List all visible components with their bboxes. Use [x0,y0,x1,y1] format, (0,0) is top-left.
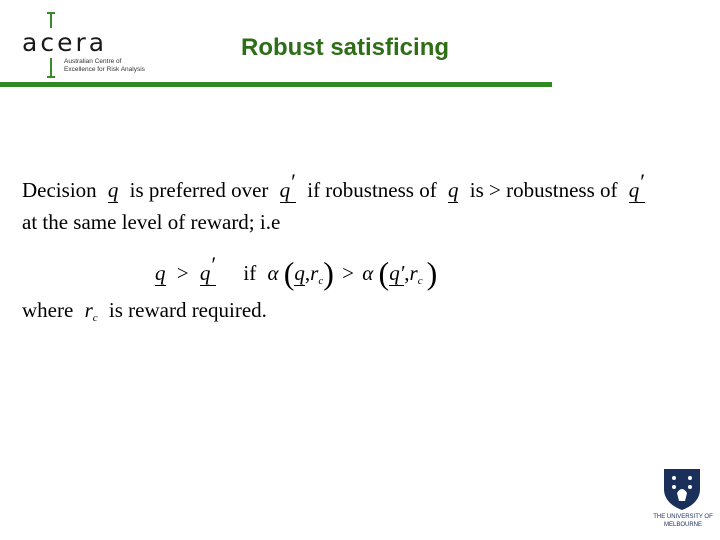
university-crest [652,465,714,537]
line1-word-decision: Decision [22,178,97,202]
formula-r-arg-2: $r_c$ [409,261,423,287]
body-line-4 [22,300,267,324]
formula-q-right: q′ [199,252,217,285]
logo-bar-top-cap [47,12,55,14]
body-line-2: at the same level of reward; i.e [22,210,281,234]
crest-caption-line-1: THE UNIVERSITY OF [653,514,713,520]
logo-tagline-line-2: Excellence for Risk Analysis [64,66,145,73]
formula-alpha-1: α [267,261,279,285]
formula-q-arg: q [294,261,305,285]
preference-formula [155,254,437,289]
formula-comma-1: , [304,261,311,285]
logo-bar-bottom [50,58,52,78]
decision-var-q-2: q [447,178,459,202]
logo-bar-bottom-cap [47,76,55,78]
decision-var-q-prime-2: q′ [628,169,646,202]
formula-r-arg-1: $r_c$ [310,261,324,287]
formula-if: if [243,261,257,285]
decision-var-q: q [107,178,119,202]
line1-text-robustness: if robustness of [307,178,437,202]
formula-close-paren-2: ) [426,255,438,291]
formula-gt: > [176,261,189,285]
formula-alpha-2: α [362,261,374,285]
line4-text-reward: is reward required. [108,298,267,322]
logo-bar-top [50,12,52,28]
line1-text-preferred: is preferred over [129,178,269,202]
decision-var-q-prime: q′ [279,169,296,202]
line1-text-greater: is > robustness of [469,178,618,202]
title-underline-rule [0,82,552,87]
formula-gt-2: > [342,261,354,285]
crest-caption [652,513,714,529]
formula-q-prime-arg: q′ [389,261,405,285]
body-line-1 [22,171,645,203]
crest-shield-icon [662,467,702,511]
formula-comma-2: , [404,261,410,285]
formula-close-paren-1: ) [323,255,334,291]
formula-open-paren-2: ( [378,255,390,291]
reward-var-rc: $r_c$ [84,298,98,324]
formula-open-paren-1: ( [283,255,295,291]
line4-word-where: where [22,298,74,322]
crest-caption-line-2: MELBOURNE [663,522,702,528]
acera-logo [20,8,150,80]
slide-title: Robust satisficing [241,34,450,61]
logo-tagline-line-1: Australian Centre of [64,58,122,65]
logo-wordmark: acera [22,28,108,57]
formula-q-left: q [155,261,166,285]
logo-tagline [64,58,145,74]
